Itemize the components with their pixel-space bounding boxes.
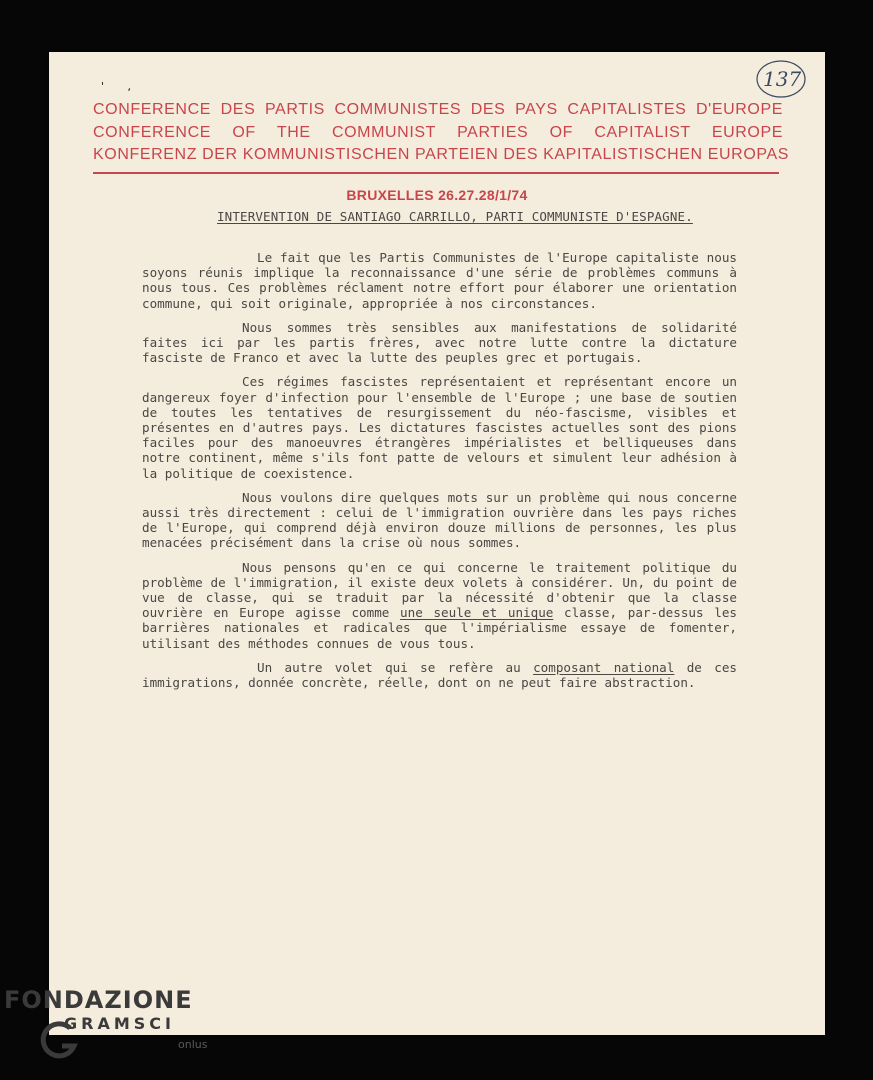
archive-number: 137	[763, 67, 802, 91]
letterhead-rule	[93, 172, 779, 174]
underlined-phrase: composant national	[533, 659, 675, 675]
meeting-date: BRUXELLES 26.27.28/1/74	[346, 187, 528, 203]
letterhead-line-fr: CONFERENCE DES PARTIS COMMUNISTES DES PAYS CAPITALISTES D'EUROPE	[93, 101, 783, 118]
paragraph-5	[142, 560, 737, 651]
paragraph-4: Nous voulons dire quelques mots sur un problème qui nous concerne aussi très directement : celui de l'immigration ouvrière dans les pays riches de l'Europe, qui comprend déjà environ douze millions de personnes, les plus menacées précisément dans la crise où nous sommes.	[142, 489, 737, 551]
underlined-phrase: une seule et unique	[400, 605, 554, 621]
body-text	[142, 250, 737, 699]
paragraph-6-text-end: de ces immigrations, donnée concrète, réelle, dont on ne peut faire abstraction.	[142, 659, 737, 691]
paragraph-3: Ces régimes fascistes représentaient et représentant encore un dangereux foyer d'infection pour l'ensemble de l'Europe ; une base de soutien de toutes les tentatives de resurgissement du néo-fascisme, visibles et présentes en d'autres pays. Les dictatures fascistes actuelles sont des pions faciles pour des manoeuvres étrangères impérialistes et belliqueuses dans notre continent, même s'ils font patte de velours et simulent leur adhésion à la politique de coexistence.	[142, 374, 737, 481]
archive-watermark	[4, 986, 208, 1051]
margin-marks: ' ,	[101, 80, 142, 93]
archive-number-stamp	[755, 58, 805, 98]
watermark-line-2: GRAMSCI	[64, 1014, 175, 1033]
paragraph-2: Nous sommes très sensibles aux manifestations de solidarité faites ici par les partis frères, avec notre lutte contre la dictature fasciste de Franco et avec la lutte des peuples grec et portugais.	[142, 319, 737, 366]
paragraph-6	[142, 660, 737, 690]
paragraph-5-text: Nous pensons qu'en ce qui concerne le traitement politique du problème de l'immigration, il existe deux volets à considérer. Un, du point de vue de classe, qui se traduit par la nécessité d'obtenir que la classe ouvrière en Europe agisse comme	[142, 559, 737, 621]
watermark-line-1: FONDAZIONE	[4, 986, 193, 1014]
watermark-logo-icon	[40, 1020, 80, 1060]
paragraph-6-text: Un autre volet qui se refère au	[257, 659, 534, 675]
document-page	[49, 52, 825, 1035]
watermark-suffix: onlus	[178, 1038, 208, 1051]
letterhead-line-de: KONFERENZ DER KOMMUNISTISCHEN PARTEIEN DES KAPITALISTISCHEN EUROPAS	[93, 146, 790, 163]
paragraph-5-text-end: classe, par-dessus les barrières nationales et radicales que l'impérialisme essaye de fomenter, utilisant des méthodes connues de vous tous.	[142, 605, 737, 651]
letterhead-line-en: CONFERENCE OF THE COMMUNIST PARTIES OF CAPITALIST EUROPE	[93, 123, 783, 141]
paragraph-1: Le fait que les Partis Communistes de l'Europe capitaliste nous soyons réunis implique la reconnaissance d'une série de problèmes communs à nous tous. Ces problèmes réclament notre effort pour élaborer une orientation commune, qui soit originale, appropriée à nos circonstances.	[142, 250, 737, 311]
letterhead	[93, 99, 790, 167]
document-title: INTERVENTION DE SANTIAGO CARRILLO, PARTI COMMUNISTE D'ESPAGNE.	[217, 209, 693, 224]
